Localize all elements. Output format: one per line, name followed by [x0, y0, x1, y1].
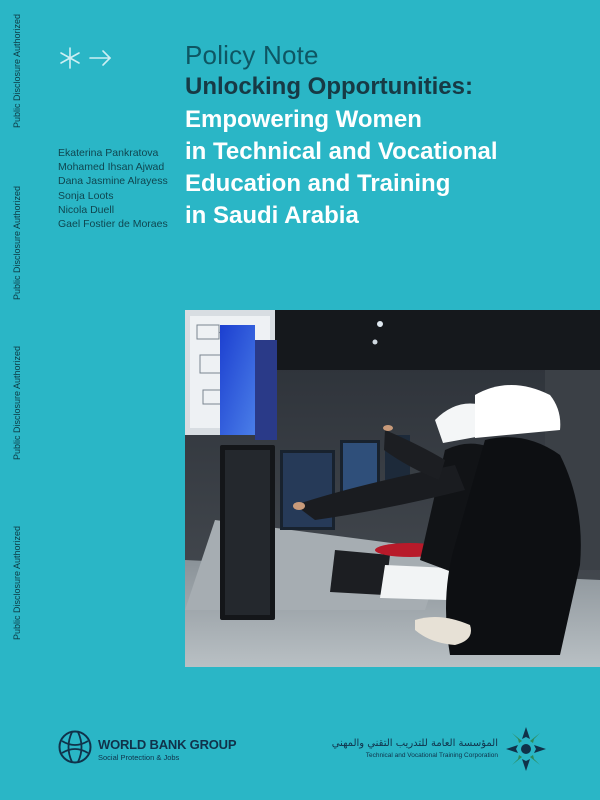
asterisk-arrow-icon [58, 46, 114, 70]
author-name: Gael Fostier de Moraes [58, 218, 168, 231]
title-line: in Technical and Vocational [185, 138, 498, 165]
title [185, 104, 585, 232]
disclosure-label: Public Disclosure Authorized [12, 13, 22, 128]
author-name: Sonja Loots [58, 189, 114, 202]
world-bank-unit: Social Protection & Jobs [98, 753, 180, 762]
author-name: Nicola Duell [58, 203, 115, 216]
title-line: Empowering Women [185, 106, 422, 133]
title-line: in Saudi Arabia [185, 202, 359, 229]
cover-photo [185, 310, 600, 667]
disclosure-label: Public Disclosure Authorized [12, 345, 22, 460]
tvtc-arabic-name: المؤسسة العامة للتدريب التقني والمهني [331, 738, 498, 749]
author-name: Ekaterina Pankratova [58, 147, 159, 159]
tvtc-english-name: Technical and Vocational Training Corporation [365, 752, 498, 759]
title-lead: Unlocking Opportunities: [185, 73, 473, 100]
author-list [58, 146, 168, 231]
tvtc-logo [331, 725, 550, 775]
tvtc-emblem-icon [504, 725, 548, 773]
disclosure-label: Public Disclosure Authorized [12, 525, 22, 640]
world-bank-globe-icon [58, 730, 92, 764]
control-room-illustration [185, 310, 600, 667]
world-bank-name: WORLD BANK GROUP [98, 737, 237, 752]
author-name: Dana Jasmine Alrayess [58, 175, 168, 188]
disclosure-label: Public Disclosure Authorized [12, 185, 22, 300]
title-line: Education and Training [185, 170, 451, 197]
world-bank-logo [58, 730, 258, 770]
author-name: Mohamed Ihsan Ajwad [58, 161, 165, 174]
document-type: Policy Note [185, 40, 319, 70]
